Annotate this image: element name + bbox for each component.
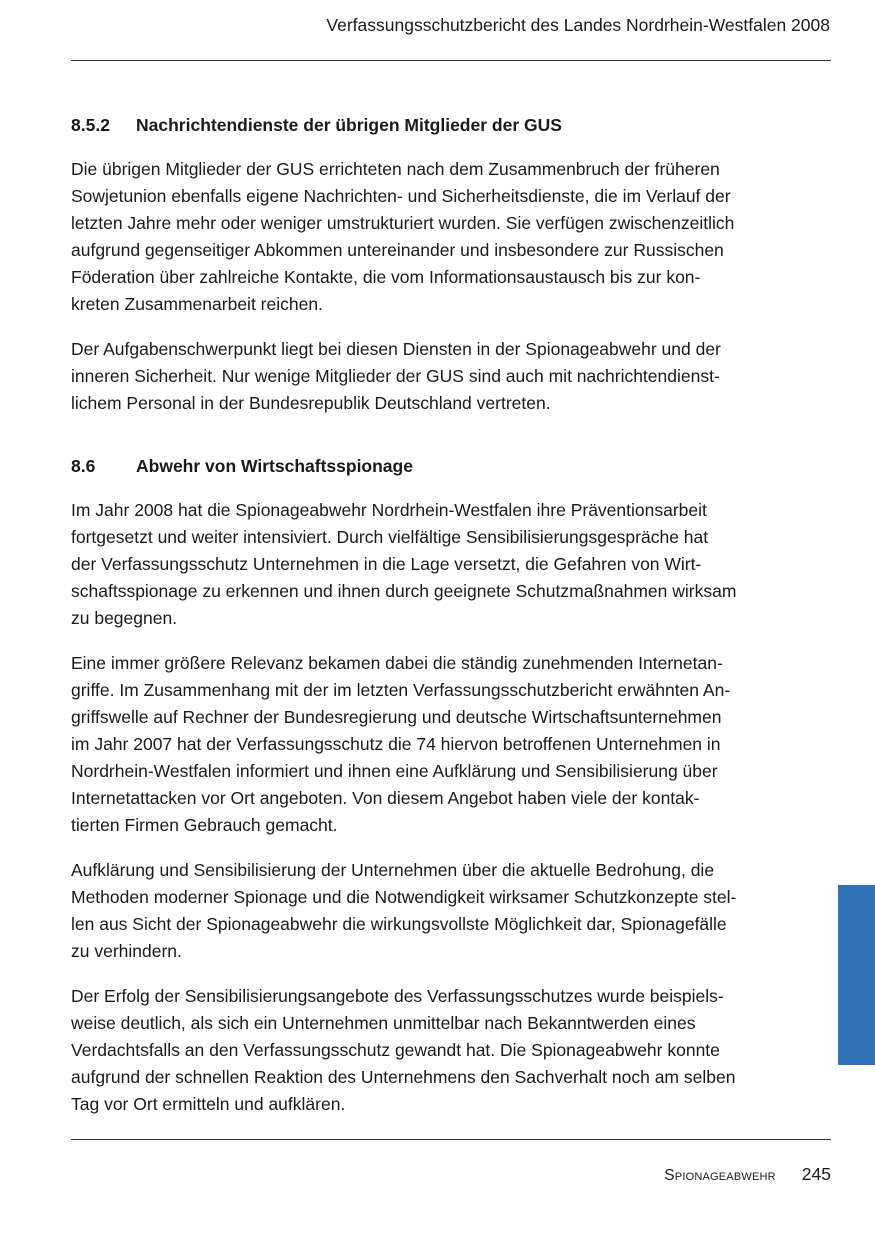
section-number: 8.6 (71, 456, 96, 476)
text-line: der Verfassungsschutz Unternehmen in die Lage versetzt, die Gefahren von Wirt- (71, 554, 702, 574)
paragraph (71, 650, 811, 839)
section-title: Nachrichtendienste der übrigen Mitglieder der GUS (136, 115, 562, 135)
text-line: Sowjetunion ebenfalls eigene Nachrichten- und Sicherheitsdienste, die im Verlauf der (71, 186, 731, 206)
text-line: Methoden moderner Spionage und die Notwendigkeit wirksamer Schutzkonzepte stel- (71, 887, 737, 907)
text-line: inneren Sicherheit. Nur wenige Mitglieder der GUS sind auch mit nachrichtendienst- (71, 366, 720, 386)
text-line: Internetattacken vor Ort angeboten. Von diesem Angebot haben viele der kontak- (71, 788, 700, 808)
page-footer (664, 1164, 831, 1185)
paragraph (71, 983, 811, 1118)
text-line: tierten Firmen Gebrauch gemacht. (71, 815, 338, 835)
footer-divider (71, 1139, 831, 1140)
page-body (71, 112, 811, 1118)
text-line: im Jahr 2007 hat der Verfassungsschutz die 74 hiervon betroffenen Unternehmen in (71, 734, 721, 754)
text-line: len aus Sicht der Spionageabwehr die wirkungsvollste Möglichkeit dar, Spionagefälle (71, 914, 727, 934)
section-title: Abwehr von Wirtschaftsspionage (136, 456, 413, 476)
text-line: aufgrund gegenseitiger Abkommen untereinander und insbesondere zur Russischen (71, 240, 724, 260)
text-line: griffswelle auf Rechner der Bundesregierung und deutsche Wirtschaftsunternehmen (71, 707, 722, 727)
text-line: griffe. Im Zusammenhang mit der im letzten Verfassungsschutzbericht erwähnten An- (71, 680, 731, 700)
text-line: Föderation über zahlreiche Kontakte, die vom Informationsaustausch bis zur kon- (71, 267, 701, 287)
text-line: Tag vor Ort ermitteln und aufklären. (71, 1094, 346, 1114)
text-line: Der Erfolg der Sensibilisierungsangebote des Verfassungsschutzes wurde beispiels- (71, 986, 724, 1006)
text-line: aufgrund der schnellen Reaktion des Unternehmens den Sachverhalt noch am selben (71, 1067, 736, 1087)
page-number: 245 (801, 1164, 831, 1184)
text-line: kreten Zusammenarbeit reichen. (71, 294, 323, 314)
text-line: weise deutlich, als sich ein Unternehmen unmittelbar nach Bekanntwerden eines (71, 1013, 696, 1033)
text-line: Im Jahr 2008 hat die Spionageabwehr Nordrhein-Westfalen ihre Präventionsarbeit (71, 500, 707, 520)
text-line: schaftsspionage zu erkennen und ihnen durch geeignete Schutzmaßnahmen wirksam (71, 581, 737, 601)
section-heading-8-6 (71, 453, 811, 480)
paragraph (71, 336, 811, 417)
paragraph (71, 497, 811, 632)
section-heading-8-5-2 (71, 112, 811, 139)
text-line: Der Aufgabenschwerpunkt liegt bei diesen Diensten in der Spionageabwehr und der (71, 339, 721, 359)
paragraph (71, 156, 811, 318)
chapter-tab-marker (838, 885, 875, 1065)
text-line: fortgesetzt und weiter intensiviert. Durch vielfältige Sensibilisierungsgespräche hat (71, 527, 709, 547)
text-line: Nordrhein-Westfalen informiert und ihnen eine Aufklärung und Sensibilisierung über (71, 761, 718, 781)
text-line: zu begegnen. (71, 608, 178, 628)
text-line: lichem Personal in der Bundesrepublik Deutschland vertreten. (71, 393, 551, 413)
header-divider (71, 60, 831, 61)
text-line: zu verhindern. (71, 941, 182, 961)
text-line: Verdachtsfalls an den Verfassungsschutz gewandt hat. Die Spionageabwehr konnte (71, 1040, 720, 1060)
text-line: Die übrigen Mitglieder der GUS errichteten nach dem Zusammenbruch der früheren (71, 159, 720, 179)
text-line: letzten Jahre mehr oder weniger umstrukturiert wurden. Sie verfügen zwischenzeitlich (71, 213, 735, 233)
running-header-title: Verfassungsschutzbericht des Landes Nordrhein-Westfalen 2008 (326, 15, 830, 35)
text-line: Eine immer größere Relevanz bekamen dabei die ständig zunehmenden Internetan- (71, 653, 723, 673)
paragraph (71, 857, 811, 965)
footer-section-name: Spionageabwehr (664, 1167, 776, 1184)
text-line: Aufklärung und Sensibilisierung der Unternehmen über die aktuelle Bedrohung, die (71, 860, 715, 880)
section-number: 8.5.2 (71, 115, 110, 135)
